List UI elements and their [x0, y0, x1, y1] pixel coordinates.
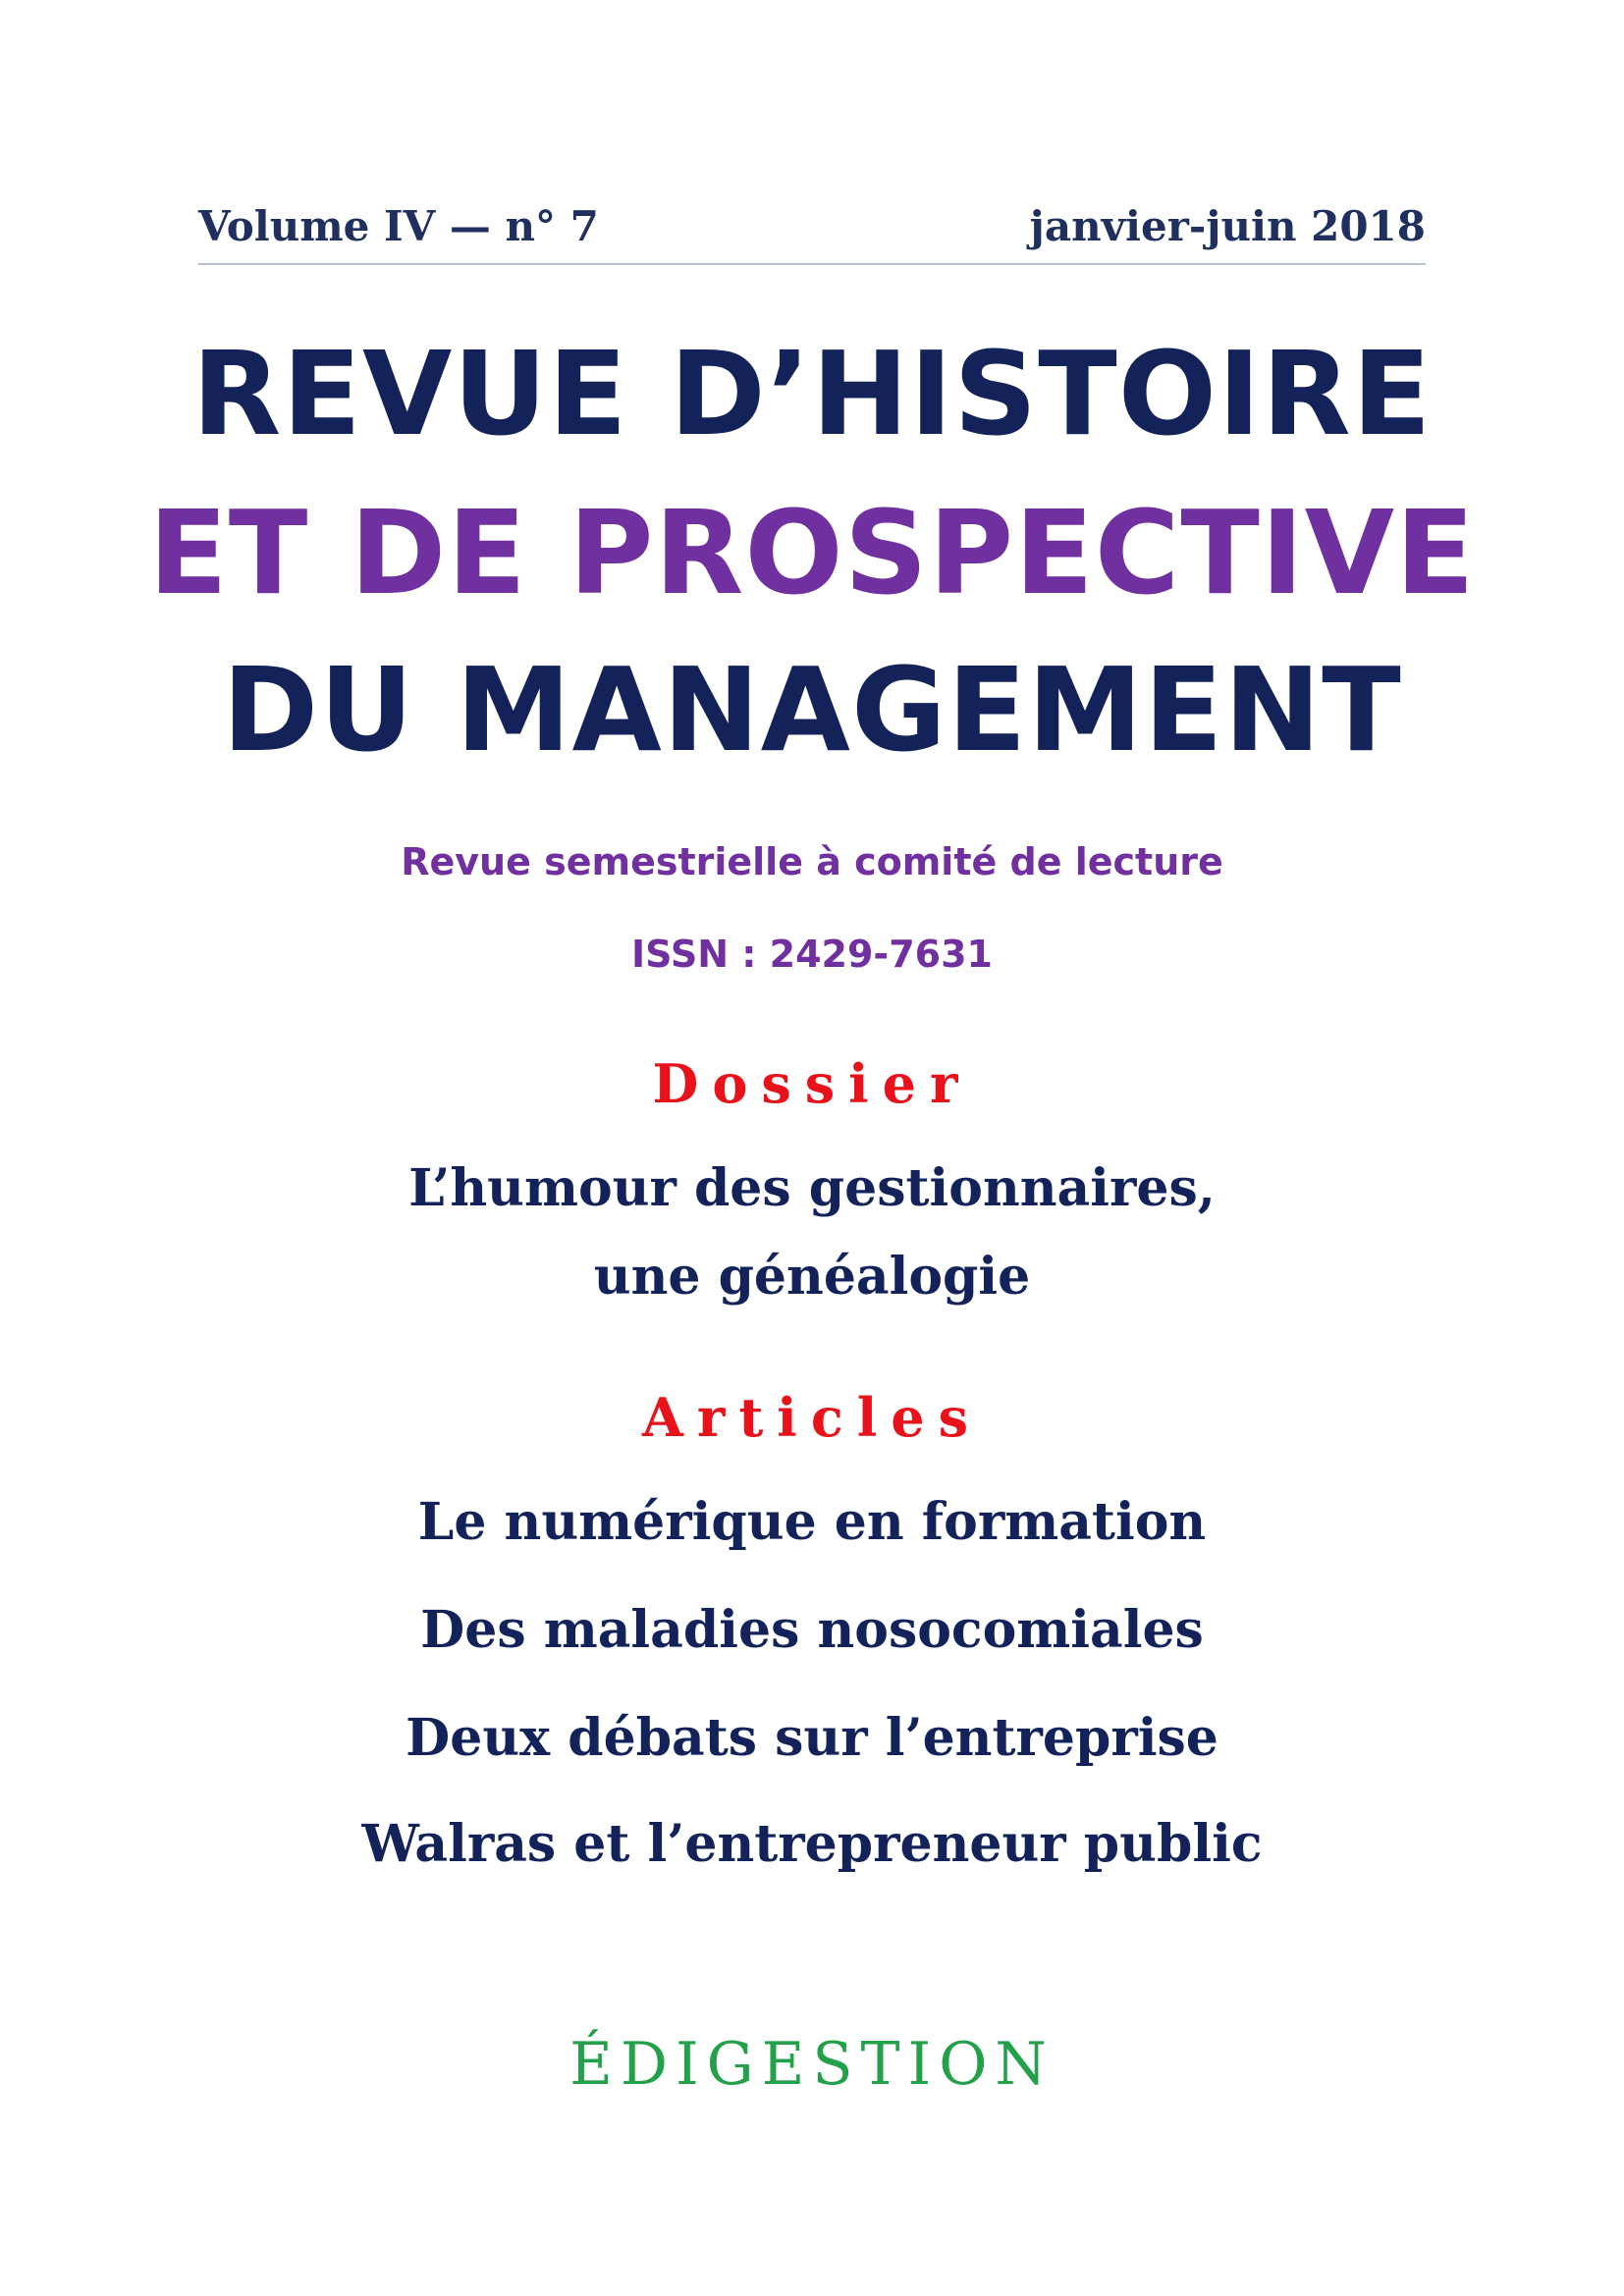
article-item: Deux débats sur l’entreprise — [406, 1708, 1218, 1768]
journal-title-line-1: REVUE D’HISTOIRE — [191, 326, 1433, 461]
article-item: Le numérique en formation — [417, 1492, 1207, 1552]
publisher-logo: ÉDIGESTION — [569, 2030, 1055, 2099]
issn: ISSN : 2429-7631 — [631, 933, 993, 976]
journal-description: Revue semestrielle à comité de lecture — [401, 840, 1223, 883]
dossier-title-line-2: une généalogie — [593, 1247, 1031, 1307]
issue-period: janvier-juin 2018 — [1029, 202, 1426, 250]
volume-number: Volume IV — n° 7 — [198, 202, 599, 250]
journal-title-line-3: DU MANAGEMENT — [222, 642, 1402, 777]
journal-title-line-2: ET DE PROSPECTIVE — [148, 485, 1476, 620]
article-item: Des maladies nosocomiales — [420, 1600, 1204, 1660]
cover-header — [198, 192, 1426, 265]
article-item: Walras et l’entrepreneur public — [361, 1814, 1263, 1874]
dossier-heading: Dossier — [652, 1052, 972, 1115]
dossier-title-line-1: L’humour des gestionnaires, — [408, 1158, 1216, 1218]
articles-heading: Articles — [642, 1386, 982, 1449]
